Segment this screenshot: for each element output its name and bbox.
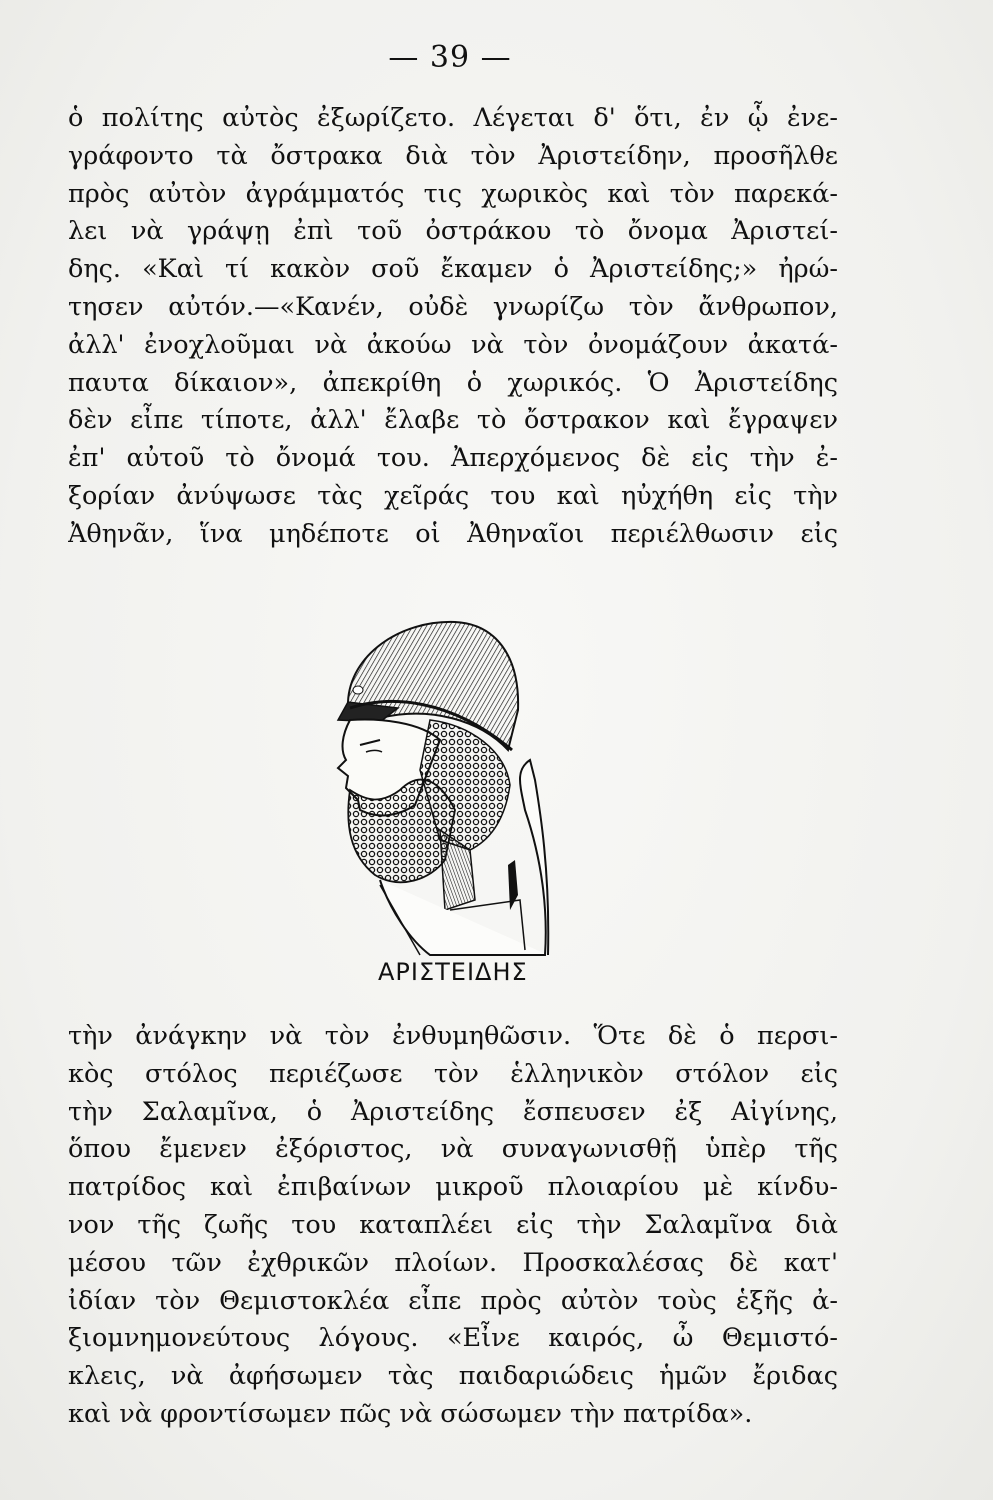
figure-caption: ΑΡΙΣΤΕΙΔΗΣ xyxy=(378,958,528,986)
text-line: τὴν Σαλαμῖνα, ὁ Ἀριστείδης ἔσπευσεν ἐξ Αἰγίνης, xyxy=(68,1096,838,1127)
top-paragraph xyxy=(68,100,838,554)
text-line: ὅπου ἔμενεν ἐξόριστος, νὰ συναγωνισθῇ ὑπὲρ τῆς xyxy=(68,1134,838,1165)
text-line: λει νὰ γράψῃ ἐπὶ τοῦ ὀστράκου τὸ ὄνομα Ἀριστεί- xyxy=(68,216,838,247)
text-line: δης. «Καὶ τί κακὸν σοῦ ἔκαμεν ὁ Ἀριστείδης;» ἠρώ- xyxy=(68,254,838,285)
text-line: κὸς στόλος περιέζωσε τὸν ἑλληνικὸν στόλον εἰς xyxy=(68,1058,838,1089)
text-line: Ἀθηνᾶν, ἵνα μηδέποτε οἱ Ἀθηναῖοι περιέλθωσιν εἰς xyxy=(68,518,838,549)
bottom-paragraph xyxy=(68,1018,838,1434)
text-line: πατρίδος καὶ ἐπιβαίνων μικροῦ πλοιαρίου μὲ κίνδυ- xyxy=(68,1172,838,1203)
text-line: κλεις, νὰ ἀφήσωμεν τὰς παιδαριώδεις ἡμῶν ἔριδας xyxy=(68,1361,838,1392)
text-line: μέσου τῶν ἐχθρικῶν πλοίων. Προσκαλέσας δὲ κατ' xyxy=(68,1247,838,1278)
text-line: τὴν ἀνάγκην νὰ τὸν ἐνθυμηθῶσιν. Ὅτε δὲ ὁ περσι- xyxy=(68,1021,838,1051)
text-line: ὁ πολίτης αὐτὸς ἐξωρίζετο. Λέγεται δ' ὅτι, ἐν ᾧ ἐνε- xyxy=(68,103,838,133)
text-line: τησεν αὐτόν.—«Κανέν, οὐδὲ γνωρίζω τὸν ἄνθρωπον, xyxy=(68,291,838,322)
text-line: ξιομνημονεύτους λόγους. «Εἶνε καιρός, ὦ Θεμιστό- xyxy=(68,1323,838,1354)
text-line: πρὸς αὐτὸν ἀγράμματός τις χωρικὸς καὶ τὸν παρεκά- xyxy=(68,178,838,209)
text-line: ἰδίαν τὸν Θεμιστοκλέα εἶπε πρὸς αὐτὸν τοὺς ἑξῆς ἀ- xyxy=(68,1285,838,1316)
text-line: ξορίαν ἀνύψωσε τὰς χεῖράς του καὶ ηὐχήθη εἰς τὴν xyxy=(68,480,838,511)
text-line: νον τῆς ζωῆς του καταπλέει εἰς τὴν Σαλαμῖνα διὰ xyxy=(68,1209,838,1240)
text-line: δὲν εἶπε τίποτε, ἀλλ' ἔλαβε τὸ ὄστρακον καὶ ἔγραψεν xyxy=(68,405,838,436)
aristeides-bust-illustration xyxy=(320,610,550,960)
text-line: παυτα δίκαιον», ἀπεκρίθη ὁ χωρικός. Ὁ Ἀριστείδης xyxy=(68,367,838,398)
text-line: ἀλλ' ἐνοχλοῦμαι νὰ ἀκούω νὰ τὸν ὀνομάζουν ἀκατά- xyxy=(68,329,838,360)
page-number: — 39 — xyxy=(388,40,512,75)
text-line: καὶ νὰ φροντίσωμεν πῶς νὰ σώσωμεν τὴν πατρίδα». xyxy=(68,1398,753,1429)
text-line: ἐπ' αὐτοῦ τὸ ὄνομά του. Ἀπερχόμενος δὲ εἰς τὴν ἐ- xyxy=(68,443,838,474)
text-line: γράφοντο τὰ ὄστρακα διὰ τὸν Ἀριστείδην, προσῆλθε xyxy=(68,140,838,171)
